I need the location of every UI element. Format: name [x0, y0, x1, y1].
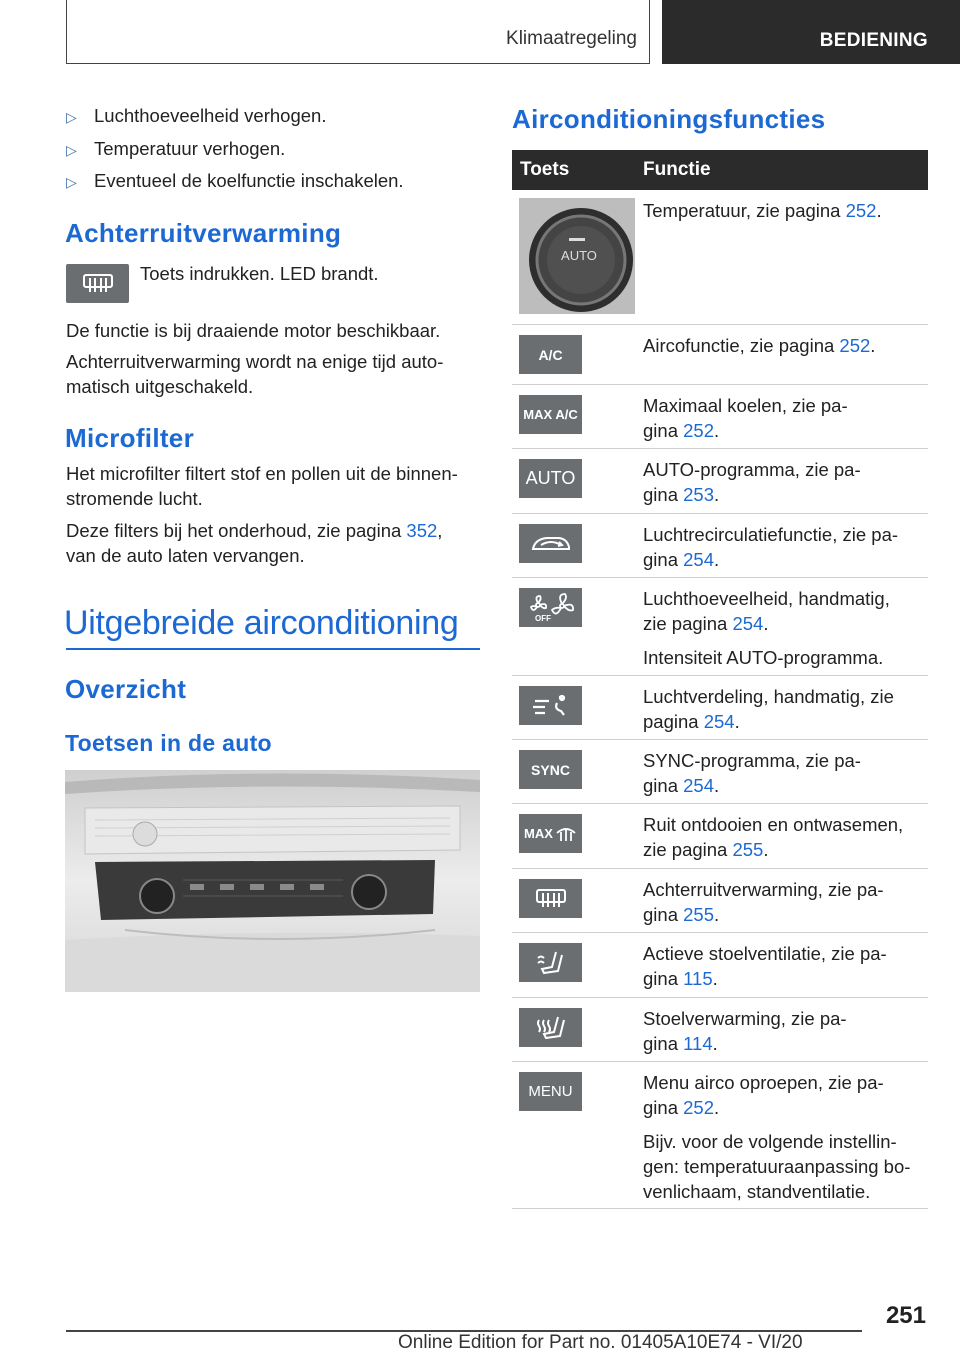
- table-row: [512, 514, 928, 578]
- max-ac-button-icon: MAX A/C: [519, 395, 582, 434]
- column-header-function: Functie: [643, 159, 711, 180]
- row-text: Aircofunctie, zie pagina 252.: [643, 335, 876, 356]
- rear-paragraph-2a: Achterruitverwarming wordt na enige tijd auto-: [66, 351, 444, 372]
- table-row: [512, 449, 928, 514]
- page-link[interactable]: 254: [683, 549, 714, 570]
- table-row: [512, 869, 928, 933]
- header-section-box: [66, 0, 650, 64]
- temperature-knob-icon: [519, 198, 635, 314]
- page-link[interactable]: 252: [683, 420, 714, 441]
- auto-button-icon: AUTO: [519, 459, 582, 498]
- rear-defrost-icon: [519, 879, 582, 918]
- page-link[interactable]: 252: [683, 1097, 714, 1118]
- list-item: ▷ Luchthoeveelheid verhogen.: [66, 105, 327, 126]
- micro-paragraph-2b: van de auto laten vervangen.: [66, 545, 305, 566]
- heading-rule: [66, 648, 480, 650]
- row-text: Temperatuur, zie pagina 252.: [643, 200, 882, 221]
- page-link[interactable]: 255: [732, 839, 764, 860]
- chapter-heading: Uitgebreide airconditioning: [64, 604, 459, 642]
- column-header-key: Toets: [520, 159, 570, 180]
- table-row: [512, 1062, 928, 1209]
- row-text: Luchtrecirculatiefunctie, zie pa- gina 254.: [643, 524, 899, 570]
- page-link[interactable]: 115: [683, 968, 713, 989]
- header-chapter-box: [662, 0, 960, 64]
- max-defrost-icon: MAX: [519, 814, 582, 853]
- fan-off-label: OFF: [534, 613, 551, 623]
- list-item: ▷ Eventueel de koelfunctie inschakelen.: [66, 170, 404, 191]
- ac-button-icon: A/C: [519, 335, 582, 374]
- triangle-bullet-icon: ▷: [66, 109, 77, 125]
- micro-paragraph-2: Deze filters bij het onderhoud, zie pagina 352,: [66, 520, 443, 541]
- heading-microfilter: Microfilter: [65, 423, 194, 453]
- page-link[interactable]: 255: [683, 904, 714, 925]
- fan-icon: [519, 588, 582, 627]
- row-text: Stoelverwarming, zie pa- gina 114.: [643, 1008, 847, 1054]
- micro-paragraph-1b: stromende lucht.: [66, 488, 203, 509]
- page-link[interactable]: 114: [683, 1033, 713, 1054]
- menu-button-icon: MENU: [519, 1072, 582, 1111]
- row-text: Menu airco oproepen, zie pa- gina 252. Bijv. voor de volgende instellin- gen: temperatuuraanpassing bo- venlichaam, standventilatie.: [643, 1072, 911, 1202]
- table-row: [512, 804, 928, 869]
- table-row: [512, 325, 928, 385]
- seat-ventilation-icon: [519, 943, 582, 982]
- table-row: [512, 676, 928, 740]
- rear-paragraph-1: De functie is bij draaiende motor beschikbaar.: [66, 320, 441, 341]
- section-title: Klimaatregeling: [506, 28, 637, 49]
- triangle-bullet-icon: ▷: [66, 174, 77, 190]
- chapter-title: BEDIENING: [819, 30, 928, 51]
- page-link[interactable]: 352: [406, 520, 438, 541]
- page-link[interactable]: 252: [845, 200, 877, 221]
- table-row: [512, 998, 928, 1062]
- row-text: Achterruitverwarming, zie pa- gina 255.: [643, 879, 884, 925]
- table-row: [512, 385, 928, 449]
- heading-rear-window: Achterruitverwarming: [65, 218, 342, 248]
- row-text: AUTO-programma, zie pa- gina 253.: [643, 459, 861, 505]
- recirculation-icon: [519, 524, 582, 563]
- rear-icon-text: Toets indrukken. LED brandt.: [140, 263, 379, 284]
- table-row: [512, 740, 928, 804]
- page-link[interactable]: 252: [839, 335, 871, 356]
- control-panel-photo: [65, 770, 480, 992]
- row-text: SYNC-programma, zie pa- gina 254.: [643, 750, 861, 796]
- knob-auto-label: AUTO: [561, 248, 597, 263]
- triangle-bullet-icon: ▷: [66, 142, 77, 158]
- ac-function-table: [512, 150, 928, 1209]
- page-link[interactable]: 254: [732, 613, 764, 634]
- seat-heating-icon: [519, 1008, 582, 1047]
- sync-button-icon: SYNC: [519, 750, 582, 789]
- page-number: 251: [885, 1302, 926, 1329]
- micro-paragraph-1a: Het microfilter filtert stof en pollen uit de binnen-: [66, 463, 458, 484]
- heading-ac-functions: Airconditioningsfuncties: [512, 104, 826, 134]
- table-row: [512, 190, 928, 325]
- edition-note: Online Edition for Part no. 01405A10E74 - VI/20: [398, 1332, 803, 1353]
- heading-keys-in-car: Toetsen in de auto: [65, 730, 272, 756]
- page-link[interactable]: 253: [683, 484, 714, 505]
- row-text: Ruit ontdooien en ontwasemen, zie pagina 255.: [643, 814, 904, 860]
- air-distribution-icon: [519, 686, 582, 725]
- rear-defrost-icon: [66, 264, 129, 303]
- page-link[interactable]: 254: [683, 775, 714, 796]
- table-header: [512, 150, 928, 190]
- list-item: ▷ Temperatuur verhogen.: [66, 138, 286, 159]
- table-row: [512, 933, 928, 998]
- row-text: Actieve stoelventilatie, zie pa- gina 115.: [643, 943, 887, 989]
- row-text: Luchtverdeling, handmatig, zie pagina 254.: [643, 686, 894, 732]
- row-text: Maximaal koelen, zie pa- gina 252.: [643, 395, 848, 441]
- page-link[interactable]: 254: [703, 711, 735, 732]
- heading-overview: Overzicht: [65, 674, 187, 704]
- rear-paragraph-2b: matisch uitgeschakeld.: [66, 376, 254, 397]
- row-text: Luchthoeveelheid, handmatig, zie pagina 254. Intensiteit AUTO-programma.: [643, 588, 890, 668]
- table-row: [512, 578, 928, 676]
